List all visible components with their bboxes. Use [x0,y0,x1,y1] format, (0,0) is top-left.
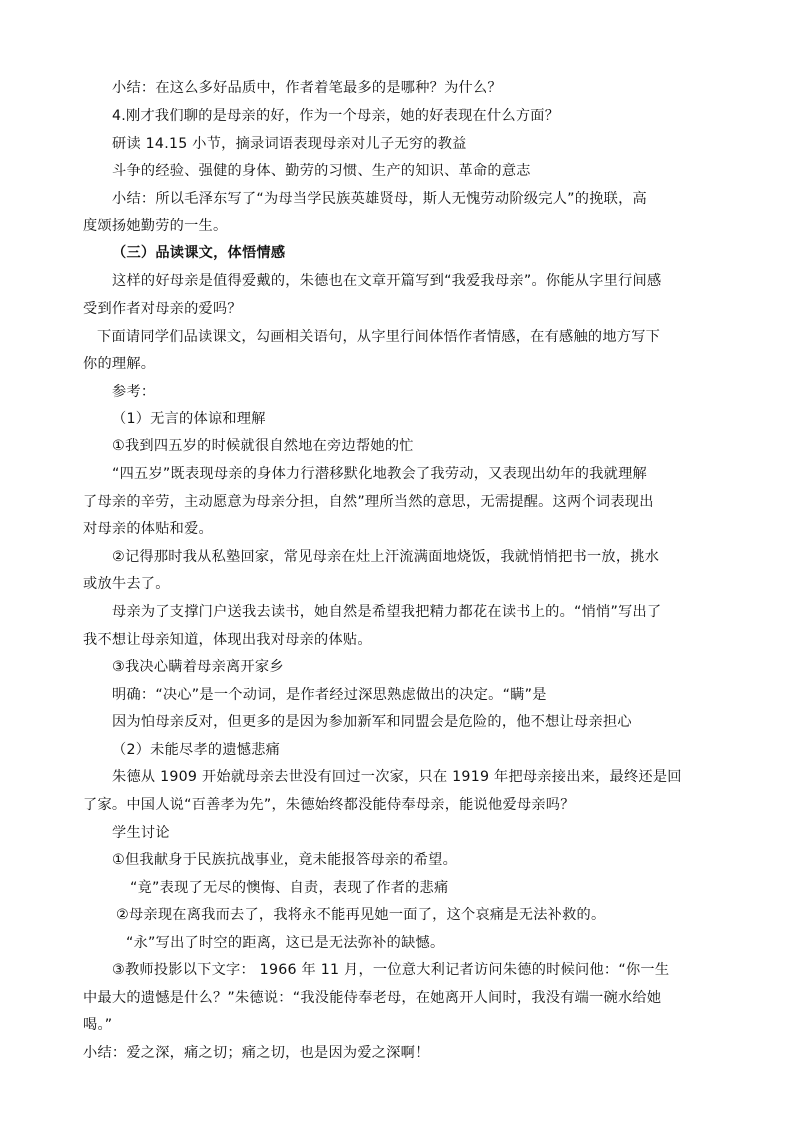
subheading-1: （1）无言的体谅和理解 [112,411,266,427]
projection-line-3: 喝。” [83,1017,113,1033]
task-line-1: 下面请同学们品读课文，勾画相关语句，从字里行间体悟作者情感，在有感触的地方写下 [97,329,661,345]
summary-line-2: 小结：所以毛泽东写了“为母当学民族英雄贤母，斯人无愧劳动阶级完人”的挽联，高 [112,191,647,207]
analysis-5: “永”写出了时空的距离，这已是无法弥补的缺憾。 [126,935,445,951]
quote-4: ①但我献身于民族抗战事业，竟未能报答母亲的希望。 [112,852,458,868]
analysis-3-line-1: 明确：“决心”是一个动词，是作者经过深思熟虑做出的决定。“瞒”是 [112,687,547,703]
summary-line-1: 小结：在这么多好品质中，作者着笔最多的是哪种？为什么？ [112,80,502,96]
subheading-2: （2）未能尽孝的遗憾悲痛 [112,742,281,758]
reference-label: 参考： [112,384,156,400]
background-line-2: 了家。中国人说“百善孝为先”，朱德始终都没能侍奉母亲，能说他爱母亲吗？ [83,797,575,813]
analysis-1-line-3: 对母亲的体贴和爱。 [83,521,213,537]
analysis-3-line-2: 因为怕母亲反对，但更多的是因为参加新军和同盟会是危险的，他不想让母亲担心 [112,714,632,730]
final-summary: 小结：爱之深，痛之切；痛之切，也是因为爱之深啊！ [83,1045,430,1061]
quote-3: ③我决心瞒着母亲离开家乡 [112,659,284,675]
background-line-1: 朱德从 1909 开始就母亲去世没有回过一次家，只在 1919 年把母亲接出来，最终还是回 [112,769,682,785]
quote-1: ①我到四五岁的时候就很自然地在旁边帮她的忙 [112,438,414,454]
summary-line-2-cont: 度颂扬她勤劳的一生。 [83,218,228,234]
question-4: 4.刚才我们聊的是母亲的好，作为一个母亲，她的好表现在什么方面？ [112,108,560,124]
projection-line-1: ③教师投影以下文字： 1966 年 11 月，一位意大利记者访问朱德的时候问他：“你一生 [112,962,670,978]
quote-5: ②母亲现在离我而去了，我将永不能再见她一面了，这个哀痛是无法补救的。 [116,907,606,923]
student-discussion-label: 学生讨论 [112,825,170,841]
quote-2-line-1: ②记得那时我从私塾回家，常见母亲在灶上汗流满面地烧饭，我就悄悄把书一放，挑水 [112,549,660,565]
analysis-2-line-2: 我不想让母亲知道，体现出我对母亲的体贴。 [83,632,372,648]
study-instruction: 研读 14.15 小节，摘录词语表现母亲对儿子无穷的教益 [112,136,467,152]
task-line-2: 你的理解。 [83,356,156,372]
analysis-2-line-1: 母亲为了支撑门户送我去读书，她自然是希望我把精力都花在读书上的。“悄悄”写出了 [112,604,662,620]
section-heading-3: （三）品读课文，体悟情感 [112,245,286,261]
keywords-line: 斗争的经验、强健的身体、勤劳的习惯、生产的知识、革命的意志 [112,163,531,179]
projection-line-2: 中最大的遗憾是什么？”朱德说：“我没能侍奉老母，在她离开人间时，我没有端一碗水给她 [83,990,662,1006]
intro-paragraph-line-1: 这样的好母亲是值得爱戴的，朱德也在文章开篇写到“我爱我母亲”。你能从字里行间感 [112,273,662,289]
intro-paragraph-line-2: 受到作者对母亲的爱吗？ [83,301,242,317]
analysis-1-line-2: 了母亲的辛劳，主动愿意为母亲分担，自然”理所当然的意思，无需提醒。这两个词表现出 [83,494,654,510]
analysis-4: “竟”表现了无尽的懊悔、自责，表现了作者的悲痛 [130,880,449,896]
analysis-1-line-1: “四五岁”既表现母亲的身体力行潜移默化地教会了我劳动，又表现出幼年的我就理解 [112,466,647,482]
quote-2-line-2: 或放牛去了。 [83,576,170,592]
